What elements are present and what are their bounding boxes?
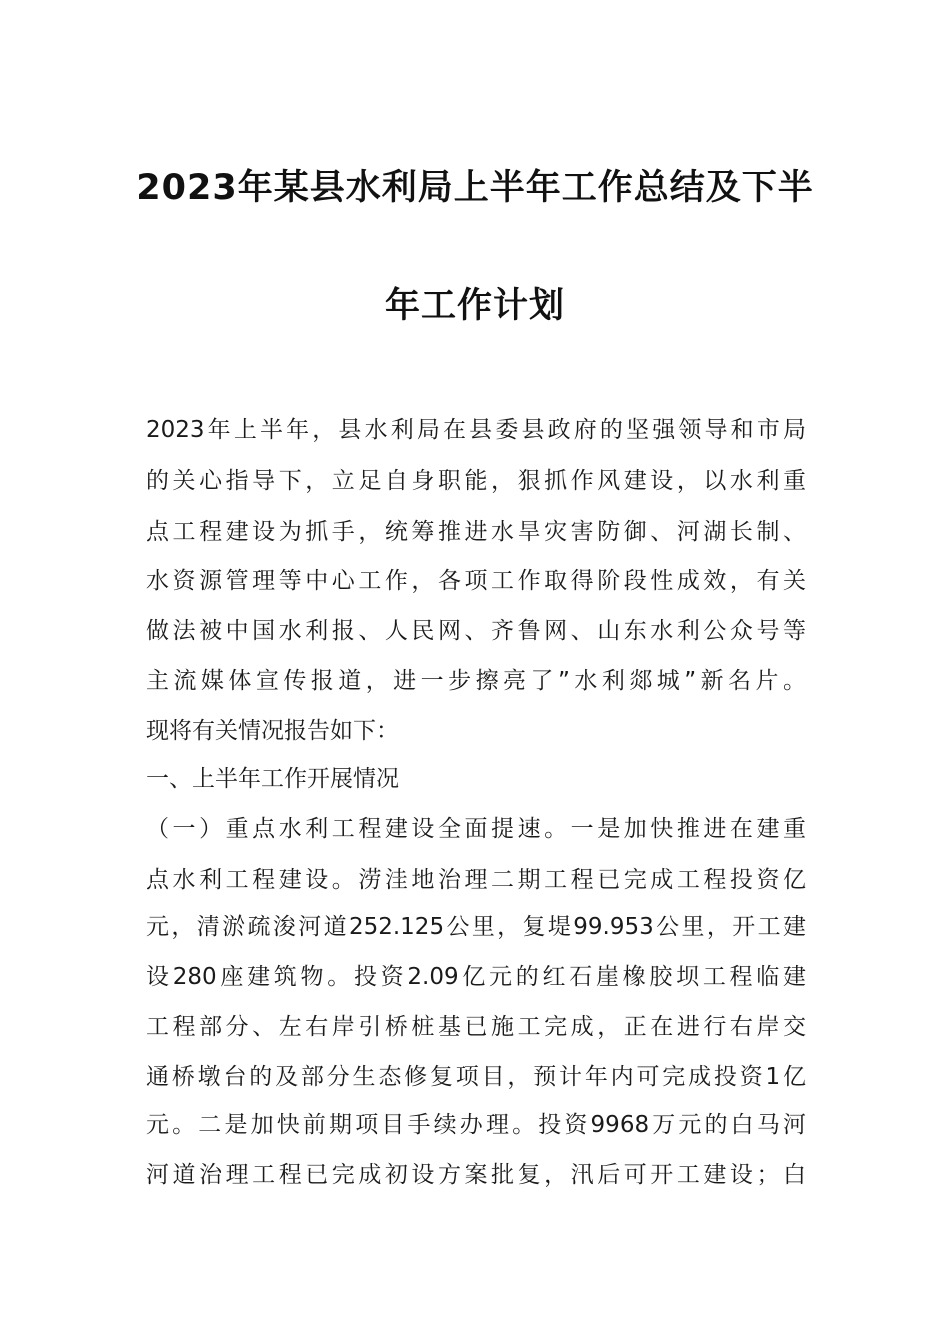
section-heading: 一、上半年工作开展情况 bbox=[146, 766, 399, 792]
body-line-14: 通桥墩台的及部分生态修复项目，预计年内可完成投资1亿 bbox=[146, 1064, 806, 1090]
body-line-6: 主流媒体宣传报道，进一步擦亮了”水利郯城”新名片。 bbox=[146, 668, 806, 694]
document-title-line-2: 年工作计划 bbox=[384, 286, 565, 326]
body-line-9: （一）重点水利工程建设全面提速。一是加快推进在建重 bbox=[146, 816, 806, 842]
body-line-4: 水资源管理等中心工作，各项工作取得阶段性成效，有关 bbox=[146, 568, 806, 594]
body-line-16: 河道治理工程已完成初设方案批复，汛后可开工建设；白 bbox=[146, 1162, 806, 1188]
body-line-5: 做法被中国水利报、人民网、齐鲁网、山东水利公众号等 bbox=[146, 618, 806, 644]
body-line-10: 点水利工程建设。涝洼地治理二期工程已完成工程投资亿 bbox=[146, 867, 806, 893]
body-line-2: 的关心指导下，立足自身职能，狠抓作风建设，以水利重 bbox=[146, 468, 806, 494]
body-line-13: 工程部分、左右岸引桥桩基已施工完成，正在进行右岸交 bbox=[146, 1014, 806, 1040]
body-line-11: 元，清淤疏浚河道252.125公里，复堤99.953公里，开工建 bbox=[146, 914, 806, 940]
body-line-12: 设280座建筑物。投资2.09亿元的红石崖橡胶坝工程临建 bbox=[146, 964, 806, 990]
body-line-7: 现将有关情况报告如下： bbox=[146, 718, 399, 744]
body-line-15: 元。二是加快前期项目手续办理。投资9968万元的白马河 bbox=[146, 1112, 806, 1138]
body-line-1: 2023年上半年，县水利局在县委县政府的坚强领导和市局 bbox=[146, 417, 806, 443]
body-line-3: 点工程建设为抓手，统筹推进水旱灾害防御、河湖长制、 bbox=[146, 519, 806, 545]
document-title-line-1: 2023年某县水利局上半年工作总结及下半 bbox=[136, 168, 814, 208]
